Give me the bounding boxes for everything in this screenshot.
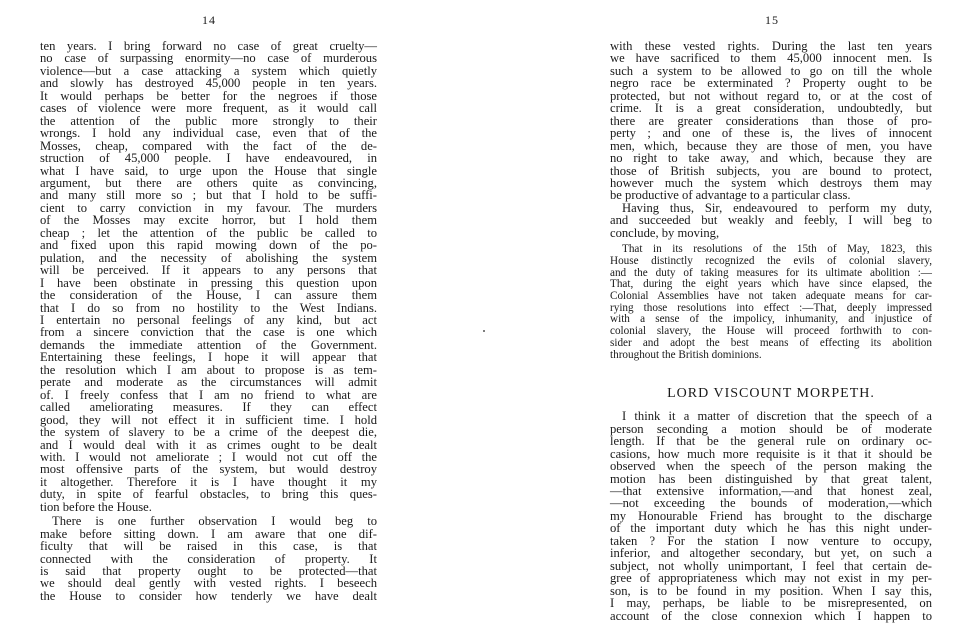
text-line: the House to consider how tenderly we have dealt (40, 588, 377, 603)
text-line: most offensive parts of the system, but would destroy (40, 462, 377, 477)
text-line: I have been obstinate in pressing this question upon (40, 275, 377, 290)
text-line: and fixed upon this rapid mowing down of the po- (40, 238, 377, 253)
text-line: and many still more so ; but that I hold to be suffi- (40, 188, 377, 203)
text-line: perate and moderate as the circumstances will admit (40, 375, 377, 390)
text-line: however much the system which destroys them may (610, 175, 932, 190)
text-line: casions, how much more requisite is it that it should be (610, 446, 932, 461)
text-line: taken ? For the station I now venture to occupy, (610, 533, 932, 548)
paragraph (610, 410, 932, 622)
text-line: sider and adopt the best means of effecting its abolition (610, 336, 932, 349)
text-line: and succeeded but weakly and feebly, I will beg to (610, 213, 932, 228)
text-line: connected with the consideration of property. It (40, 551, 377, 566)
text-line: will be perceived. If it appears to any persons that (40, 263, 377, 278)
text-line: is said that property ought to be protected—that (40, 564, 377, 579)
text-line: throughout the British dominions. (610, 348, 762, 361)
text-line: argument, but there are others quite as convincing, (40, 175, 377, 190)
text-line: good, they will not effect it in sufficient time. I hold (40, 412, 377, 427)
text-line: crime. It is a great consideration, undoubtedly, but (610, 101, 932, 116)
text-line: and I would deal with it as crimes ought to be dealt (40, 437, 377, 452)
text-line: be productive of advantage to a particular class. (610, 188, 851, 203)
text-line: the resolution which I am about to propose is as tem- (40, 362, 377, 377)
text-line: gree of appropriateness which may not exist in my per- (610, 571, 932, 586)
text-line: person seconding a motion should be of moderate (610, 421, 932, 436)
text-line: House distinctly recognized the evils of colonial slavery, (610, 254, 932, 267)
text-line: of. I freely confess that I am no friend to what are (40, 387, 377, 402)
text-line: of the important duty which he has this night under- (610, 521, 932, 536)
text-line: Colonial Assemblies have not taken adequate means for car- (610, 290, 932, 303)
text-line: account of the close connexion which I happen to (610, 608, 932, 623)
text-line: called ameliorating measures. If they can effect (40, 400, 377, 415)
text-line: those of British subjects, you are bound to protect, (610, 163, 932, 178)
speaker-heading: LORD VISCOUNT MORPETH. (667, 386, 875, 402)
text-line: with a sense of the impolicy, inhumanity, and injustice of (610, 313, 932, 326)
text-line: ficulty that will be raised in this case, is that (40, 539, 377, 554)
text-line: protected, but not without regard to, or at the cost of (610, 88, 932, 103)
text-line: from a sincere conviction that the case is one which (40, 325, 377, 340)
text-line: conclude, by moving, (610, 225, 720, 240)
text-line: cheap ; let the attention of the public be called to (40, 225, 377, 240)
text-line: tion before the House. (40, 499, 152, 514)
text-line: motion has been distinguished by that great talent, (610, 471, 932, 486)
text-line: and slowly has destroyed 45,000 people in ten years. (40, 76, 377, 91)
text-line: wrongs. I hold any individual case, even that of the (40, 126, 377, 141)
text-line: the system of slavery to be a crime of the deepest die, (40, 425, 377, 440)
text-line: cases of violence were more frequent, as it would call (40, 101, 377, 116)
text-line: observed when the speech of the person making the (610, 459, 932, 474)
text-line: my Honourable Friend has brought to the discharge (610, 508, 932, 523)
left-text-column (40, 40, 377, 602)
page-number-left: 14 (202, 13, 216, 27)
text-line: make before sitting down. I am aware that one dif- (40, 526, 377, 541)
text-line: the consideration of the House, I can assure them (40, 288, 377, 303)
text-line: pulation, and the necessity of abolishing the system (40, 250, 377, 265)
text-line: with. I would not ameliorate ; I would not cut off the (40, 449, 377, 464)
text-line: no case of surpassing enormity—no case of murderous (40, 51, 377, 66)
text-line: I may, perhaps, be liable to be misrepresented, on (610, 596, 932, 611)
text-line: the attention of the public more strongly to their (40, 113, 377, 128)
text-line: There is one further observation I would beg to (52, 514, 377, 529)
text-line: negro race be exterminated ? Property ought to be (610, 76, 932, 91)
text-line: rying those resolutions into effect :—That, deeply impressed (610, 301, 932, 314)
right-text-column (610, 40, 932, 622)
text-line: ten years. I bring forward no case of great cruelty— (40, 39, 377, 53)
text-line: no right to take away, and which, because they are (610, 151, 932, 166)
text-line: demands the immediate attention of the Government. (40, 337, 377, 352)
text-line: Entertaining these feelings, I hope it will appear that (40, 350, 377, 365)
text-line: Mosses, cheap, compared with the fact of the de- (40, 138, 377, 153)
text-line: It would perhaps be better for the negroes if those (40, 88, 377, 103)
text-line: and the duty of taking measures for its ultimate abolition :— (610, 266, 932, 279)
text-line: That, during the eight years which have since elapsed, the (610, 278, 932, 291)
text-line: such a system to be allowed to go on till the whole (610, 63, 932, 78)
page-number-right: 15 (765, 13, 779, 27)
text-line: struction of 45,000 people. I have endeavoured, in (40, 151, 377, 166)
text-line: cient to carry conviction in my favour. The murders (40, 200, 377, 215)
right-page (490, 0, 980, 641)
text-line: duty, in spite of fearful obstacles, to bring this ques- (40, 487, 377, 502)
text-line: I entertain no personal feelings of any kind, but act (40, 312, 377, 327)
text-line: —that extensive information,—and that honest zeal, (610, 484, 932, 498)
text-line: subject, not wholly unimportant, I feel that certain de- (610, 558, 932, 573)
resolution-quote (610, 244, 932, 361)
text-line: what I have said, to urge upon the House that single (40, 163, 377, 178)
print-speck (483, 330, 485, 332)
text-line: that I do so from no hostility to the West Indians. (40, 300, 377, 315)
text-line: we should deal gently with vested rights. I beseech (40, 576, 377, 591)
text-line: colonial slavery, the House will proceed forthwith to con- (610, 325, 932, 338)
paragraph (40, 515, 377, 602)
text-line: we have sacrificed to them 45,000 innocent men. Is (610, 51, 932, 66)
text-line: Having thus, Sir, endeavoured to perform my duty, (622, 200, 932, 215)
text-line: perty ; and one of these is, the lives of innocent (610, 126, 932, 141)
text-line: it altogether. Therefore it is I have thought it my (40, 474, 377, 489)
text-line: with these vested rights. During the last ten years (610, 39, 932, 53)
text-line: —not exceeding the bounds of moderation,—which (610, 496, 932, 511)
text-line: son, is to be found in my position. When I say this, (610, 583, 932, 598)
text-line: of the Mosses may excite horror, but I hold them (40, 213, 377, 228)
text-line: I think it a matter of discretion that the speech of a (622, 409, 932, 424)
paragraph (610, 202, 932, 239)
text-line: there are greater considerations than those of pro- (610, 113, 932, 128)
text-line: men, which, because they are those of men, you have (610, 138, 932, 153)
text-line: length. If that be the general rule on ordinary oc- (610, 434, 932, 449)
text-line: That in its resolutions of the 15th of May, 1823, this (622, 243, 932, 256)
text-line: inferior, and altogether secondary, but yet, on such a (610, 546, 932, 561)
paragraph (40, 40, 377, 513)
paragraph (610, 40, 932, 202)
text-line: violence—but a case attacking a system which quietly (40, 63, 377, 78)
